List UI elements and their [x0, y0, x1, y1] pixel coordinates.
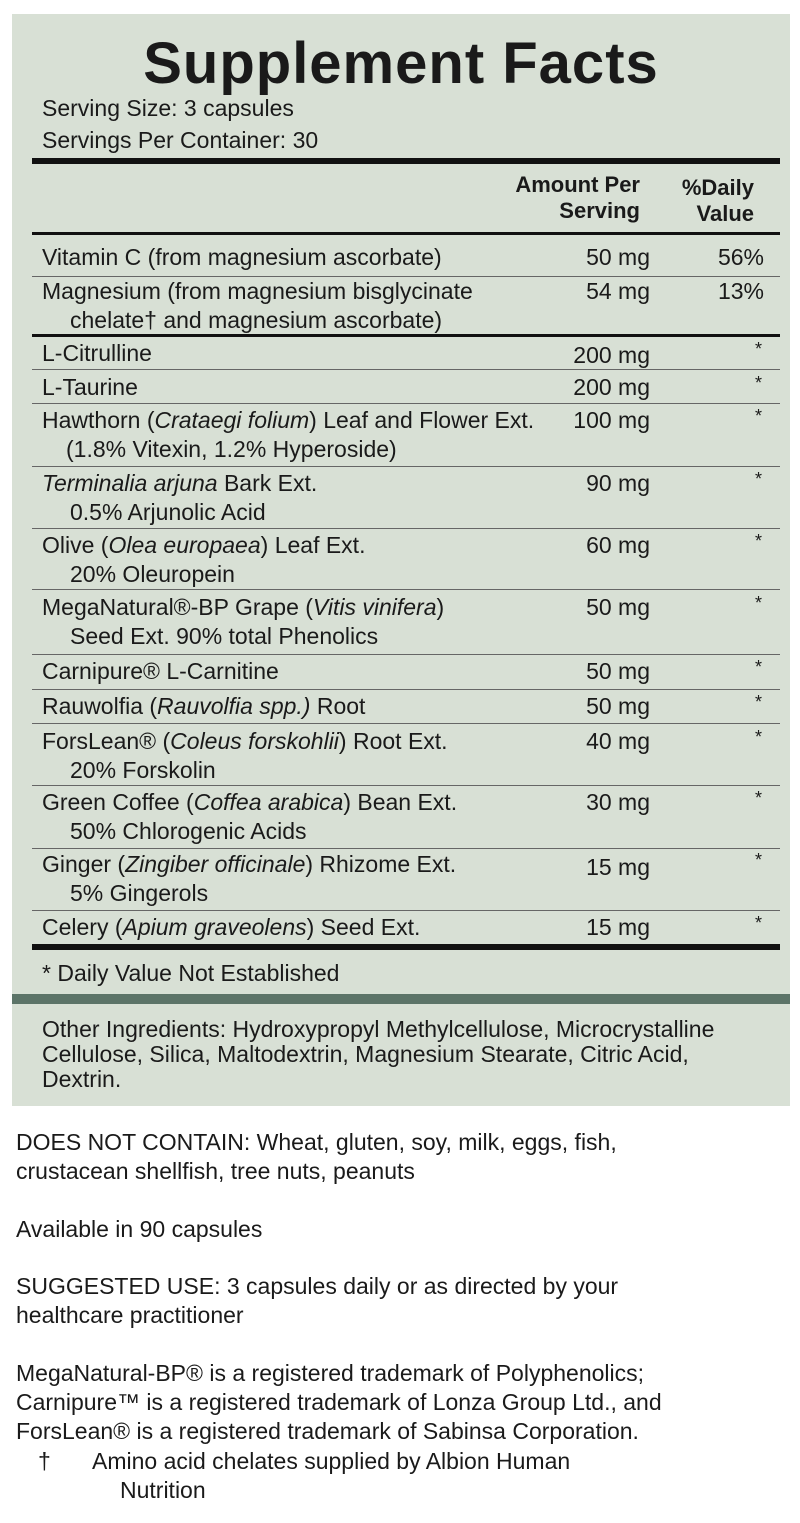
ingredient-amount: 30 mg: [586, 789, 650, 815]
does-not-contain-line2: crustacean shellfish, tree nuts, peanuts: [16, 1158, 415, 1184]
trademark-line3: ForsLean® is a registered trademark of Sabinsa Corporation.: [16, 1418, 639, 1444]
trademark-line1: MegaNatural-BP® is a registered trademark of Polyphenolics;: [16, 1360, 645, 1386]
ingredient-dv: *: [754, 788, 762, 808]
ingredient-amount: 15 mg: [586, 854, 650, 880]
dagger-note-line1: Amino acid chelates supplied by Albion Human: [92, 1448, 571, 1474]
section-rule: [32, 334, 780, 337]
ingredient-name: Hawthorn (Crataegi folium) Leaf and Flower Ext.: [42, 407, 535, 433]
dv-header-line2: Value: [696, 201, 754, 226]
row-divider: [32, 528, 780, 529]
nutrient-name: Vitamin C (from magnesium ascorbate): [42, 244, 442, 270]
ingredient-dv: *: [754, 469, 762, 489]
row-divider: [32, 589, 780, 590]
ingredient-name: Terminalia arjuna Bark Ext.: [42, 470, 318, 496]
dagger-symbol: †: [38, 1448, 51, 1474]
ingredient-amount: 40 mg: [586, 728, 650, 754]
availability: Available in 90 capsules: [16, 1216, 263, 1242]
ingredient-amount: 50 mg: [586, 594, 650, 620]
ingredient-standardization: Seed Ext. 90% total Phenolics: [70, 623, 379, 649]
ingredient-amount: 50 mg: [586, 693, 650, 719]
does-not-contain: [16, 1128, 786, 1186]
dv-footnote: * Daily Value Not Established: [42, 960, 340, 986]
nutrient-dv: 56%: [717, 244, 764, 270]
dv-header-line1: %Daily: [681, 175, 754, 200]
header-rule: [32, 232, 780, 235]
ingredient-name: Ginger (Zingiber officinale) Rhizome Ext.: [42, 851, 457, 877]
ingredient-name: L-Citrulline: [42, 340, 152, 366]
ingredient-amount: 100 mg: [573, 407, 650, 433]
row-divider: [32, 723, 780, 724]
ingredient-standardization: (1.8% Vitexin, 1.2% Hyperoside): [66, 436, 397, 462]
ingredient-name: Rauwolfia (Rauvolfia spp.) Root: [42, 693, 366, 719]
row-divider: [32, 403, 780, 404]
ingredient-amount: 200 mg: [573, 374, 650, 400]
ingredient-standardization: 50% Chlorogenic Acids: [70, 818, 307, 844]
servings-per-container: Servings Per Container: 30: [42, 127, 319, 153]
row-divider: [32, 654, 780, 655]
ingredient-amount: 90 mg: [586, 470, 650, 496]
amount-header-line1: Amount Per: [515, 172, 640, 197]
ingredient-name: ForsLean® (Coleus forskohlii) Root Ext.: [42, 728, 448, 754]
ingredient-dv: *: [754, 657, 762, 677]
amount-header-line2: Serving: [559, 198, 640, 223]
nutrient-amount: 50 mg: [586, 244, 650, 270]
ingredient-dv: *: [754, 913, 762, 933]
ingredient-name: MegaNatural®-BP Grape (Vitis vinifera): [42, 594, 445, 620]
dv-header: [652, 175, 754, 227]
ingredient-standardization: 20% Forskolin: [70, 757, 216, 783]
trademark-notice: [16, 1359, 786, 1446]
ingredient-standardization: 0.5% Arjunolic Acid: [70, 499, 266, 525]
nutrient-name-line2: chelate† and magnesium ascorbate): [70, 307, 443, 333]
ingredient-dv: *: [754, 406, 762, 426]
trademark-line2: Carnipure™ is a registered trademark of Lonza Group Ltd., and: [16, 1389, 662, 1415]
row-divider: [32, 785, 780, 786]
ingredient-standardization: 5% Gingerols: [70, 880, 209, 906]
dagger-note: [92, 1447, 692, 1505]
ingredient-name: L-Taurine: [42, 374, 138, 400]
label-title: Supplement Facts: [143, 31, 659, 96]
row-divider: [32, 369, 780, 370]
nutrient-amount: 54 mg: [586, 278, 650, 304]
ingredient-name: Celery (Apium graveolens) Seed Ext.: [42, 914, 421, 940]
dagger-note-line2: Nutrition: [120, 1477, 206, 1503]
ingredient-dv: *: [754, 339, 762, 359]
suggested-use-line1: SUGGESTED USE: 3 capsules daily or as directed by your: [16, 1273, 619, 1299]
row-divider: [32, 466, 780, 467]
ingredient-standardization: 20% Oleuropein: [70, 561, 235, 587]
thick-rule-bottom: [32, 944, 780, 950]
ingredient-name: Carnipure® L-Carnitine: [42, 658, 279, 684]
suggested-use-line2: healthcare practitioner: [16, 1302, 244, 1328]
ingredient-dv: *: [754, 727, 762, 747]
thick-rule: [32, 158, 780, 164]
serving-size: Serving Size: 3 capsules: [42, 95, 294, 121]
nutrient-name: Magnesium (from magnesium bisglycinate: [42, 278, 473, 304]
row-divider: [32, 910, 780, 911]
ingredient-amount: 200 mg: [573, 342, 650, 368]
row-divider: [32, 689, 780, 690]
ingredient-dv: *: [754, 850, 762, 870]
suggested-use: [16, 1272, 786, 1330]
amount-header: [472, 172, 640, 224]
ingredient-dv: *: [754, 531, 762, 551]
ingredient-amount: 15 mg: [586, 914, 650, 940]
ingredient-name: Olive (Olea europaea) Leaf Ext.: [42, 532, 366, 558]
ingredient-name: Green Coffee (Coffea arabica) Bean Ext.: [42, 789, 458, 815]
supplement-facts-panel: [12, 14, 790, 1106]
ingredient-amount: 60 mg: [586, 532, 650, 558]
divider-band: [12, 994, 790, 1004]
does-not-contain-line1: DOES NOT CONTAIN: Wheat, gluten, soy, milk, eggs, fish,: [16, 1129, 617, 1155]
ingredient-dv: *: [754, 692, 762, 712]
nutrient-dv: 13%: [717, 278, 764, 304]
ingredient-dv: *: [754, 373, 762, 393]
ingredient-dv: *: [754, 593, 762, 613]
other-ingredients: Other Ingredients: Hydroxypropyl Methylcellulose, Microcrystalline Cellulose, Silica, Maltodextrin, Magnesium Stearate, Citric Acid, Dextrin.: [42, 1016, 715, 1092]
ingredient-amount: 50 mg: [586, 658, 650, 684]
